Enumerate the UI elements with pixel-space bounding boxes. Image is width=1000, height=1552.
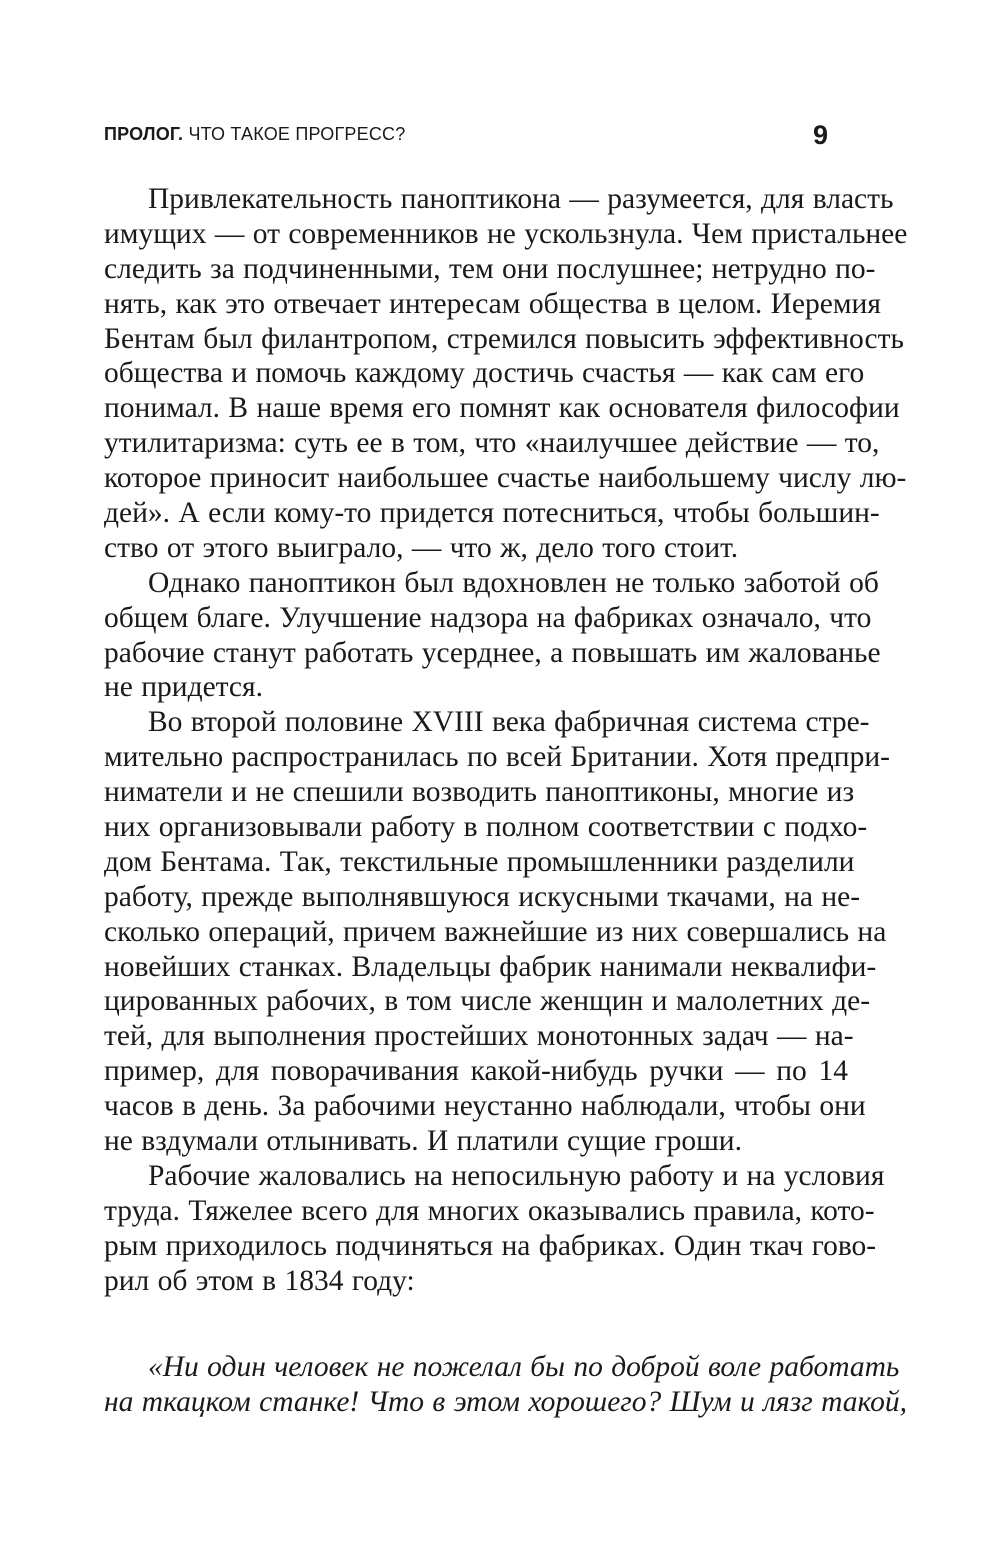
- running-head: [104, 120, 848, 154]
- text-line: дей». А если кому-то придется потесниться, чтобы большин-: [104, 497, 880, 530]
- text-line: мительно распространилась по всей Британии. Хотя предпри-: [104, 741, 890, 774]
- text-line: не придется.: [104, 671, 263, 704]
- text-line: понимал. В наше время его помнят как основателя философии: [104, 392, 900, 425]
- chapter-title: ЧТО ТАКОЕ ПРОГРЕСС?: [183, 124, 406, 144]
- running-head-text: [104, 124, 405, 145]
- text-line: Привлекательность паноптикона — разумеется, для власть: [148, 183, 894, 215]
- paragraph: [104, 566, 881, 706]
- text-line: труда. Тяжелее всего для многих оказывались правила, кото-: [104, 1194, 875, 1227]
- text-line: рым приходилось подчиняться на фабриках. Один ткач гово-: [104, 1229, 877, 1262]
- text-line: них организовывали работу в полном соответствии с подхо-: [104, 811, 868, 844]
- paragraph: [104, 1159, 885, 1299]
- text-line: нять, как это отвечает интересам общества в целом. Иеремия: [104, 287, 881, 320]
- text-line: дом Бентама. Так, текстильные промышленники разделили: [104, 845, 855, 878]
- text-line: новейших станках. Владельцы фабрик нанимали неквалифи-: [104, 950, 877, 983]
- block-quote: [104, 1350, 908, 1420]
- section-label: ПРОЛОГ.: [104, 124, 184, 144]
- paragraph: [104, 705, 890, 1159]
- text-line: общем благе. Улучшение надзора на фабриках означало, что: [104, 601, 872, 634]
- text-line: рил об этом в 1834 году:: [104, 1264, 415, 1297]
- text-line: утилитаризма: суть ее в том, что «наилучшее действие — то,: [104, 427, 880, 460]
- text-line: тей, для выполнения простейших монотонных задач — на-: [104, 1020, 854, 1053]
- text-line: цированных рабочих, в том числе женщин и малолетних де-: [104, 985, 871, 1018]
- body-text: [104, 182, 908, 1299]
- text-line: сколько операций, причем важнейшие из них совершались на: [104, 915, 887, 948]
- quote-line: на ткацком станке! Что в этом хорошего? Шум и лязг такой,: [104, 1385, 908, 1418]
- text-line: которое приносит наибольшее счастье наибольшему числу лю-: [104, 462, 907, 495]
- text-line: Бентам был филантропом, стремился повысить эффективность: [104, 322, 904, 355]
- text-line: ниматели и не спешили возводить паноптиконы, многие из: [104, 776, 855, 809]
- page-number: 9: [812, 120, 828, 150]
- text-line: часов в день. За рабочими неустанно наблюдали, чтобы они: [104, 1090, 866, 1123]
- quote-line: «Ни один человек не пожелал бы по доброй воле работать: [148, 1351, 900, 1383]
- text-line: Однако паноптикон был вдохновлен не только заботой об: [148, 566, 879, 599]
- text-line: следить за подчиненными, тем они послушнее; нетрудно по-: [104, 252, 876, 285]
- text-line: общества и помочь каждому достичь счастья — как сам его: [104, 357, 865, 390]
- text-line: не вздумали отлынивать. И платили сущие гроши.: [104, 1125, 742, 1158]
- text-line: работу, прежде выполнявшуюся искусными ткачами, на не-: [104, 880, 861, 913]
- text-line: рабочие станут работать усерднее, а повышать им жалованье: [104, 636, 881, 669]
- text-line: Во второй половине XVIII века фабричная система стре-: [148, 706, 870, 739]
- text-line: ство от этого выиграло, — что ж, дело того стоит.: [104, 531, 739, 564]
- text-line: пример, для поворачивания какой-нибудь ручки — по 14: [104, 1055, 848, 1088]
- paragraph: [104, 182, 908, 566]
- text-line: Рабочие жаловались на непосильную работу и на условия: [148, 1159, 885, 1192]
- text-line: имущих — от современников не ускользнула. Чем пристальнее: [104, 217, 908, 250]
